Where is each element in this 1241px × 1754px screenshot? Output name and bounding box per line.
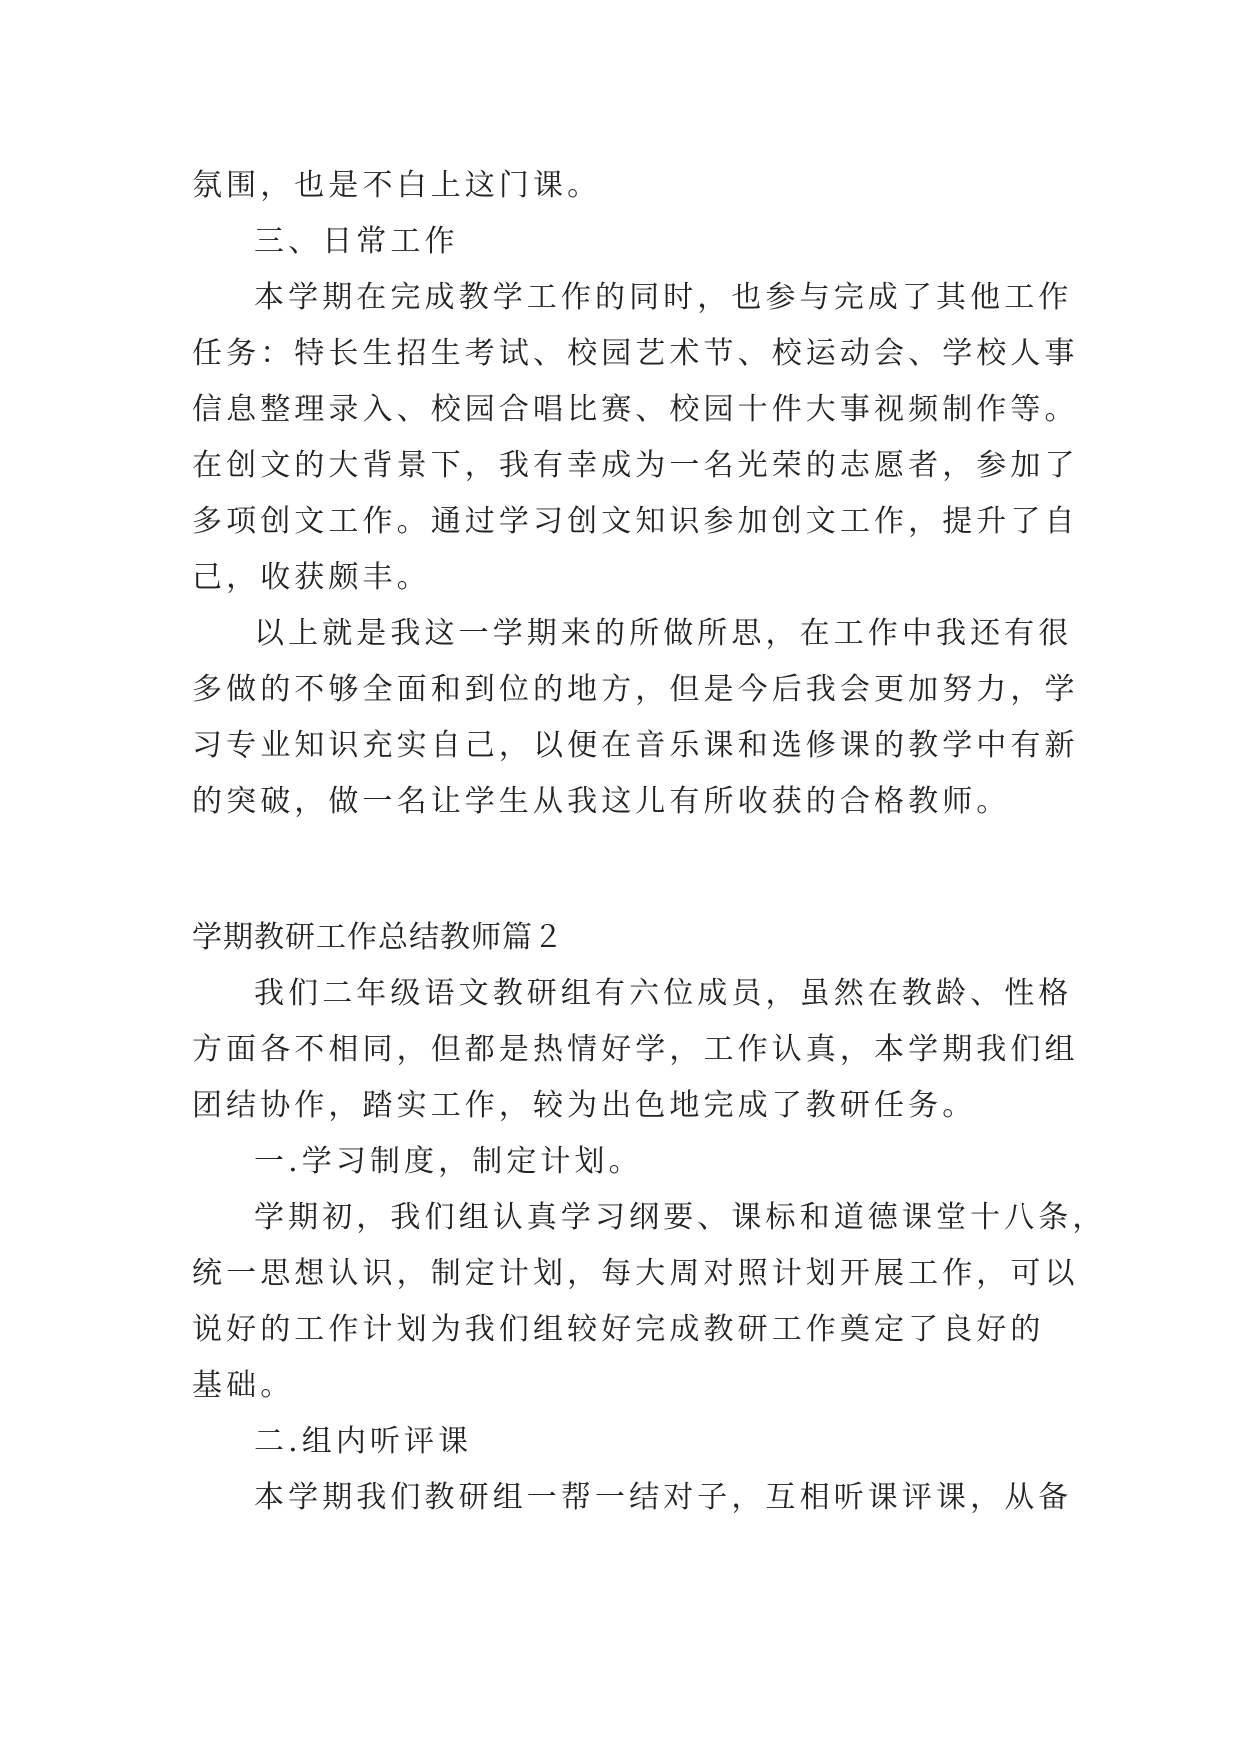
text-line: 本学期在完成教学工作的同时，也参与完成了其他工作: [254, 280, 1073, 315]
text-line: 方面各不相同，但都是热情好学，工作认真，本学期我们组: [192, 1032, 1079, 1067]
text-line: 信息整理录入、校园合唱比赛、校园十件大事视频制作等。: [192, 392, 1079, 427]
text-line: 学期初，我们组认真学习纲要、课标和道德课堂十八条，: [254, 1200, 1107, 1235]
text-line: 任务：特长生招生考试、校园艺术节、校运动会、学校人事: [192, 336, 1079, 371]
section-heading: 二.组内听评课: [254, 1424, 473, 1459]
text-line: 多项创文工作。通过学习创文知识参加创文工作，提升了自: [192, 504, 1079, 539]
section-heading: 一.学习制度，制定计划。: [254, 1144, 643, 1179]
text-line: 习专业知识充实自己，以便在音乐课和选修课的教学中有新: [192, 728, 1079, 763]
text-line: 本学期我们教研组一帮一结对子，互相听课评课，从备: [254, 1480, 1073, 1515]
text-line: 的突破，做一名让学生从我这儿有所收获的合格教师。: [192, 784, 1011, 819]
section-heading: 三、日常工作: [254, 224, 459, 259]
text-line: 在创文的大背景下，我有幸成为一名光荣的志愿者，参加了: [192, 448, 1079, 483]
text-line: 统一思想认识，制定计划，每大周对照计划开展工作，可以: [192, 1256, 1079, 1291]
text-line: 己，收获颇丰。: [192, 560, 431, 595]
text-line: 我们二年级语文教研组有六位成员，虽然在教龄、性格: [254, 976, 1073, 1011]
text-line: 说好的工作计划为我们组较好完成教研工作奠定了良好的: [192, 1312, 1045, 1347]
text-line: 以上就是我这一学期来的所做所思，在工作中我还有很: [254, 616, 1073, 651]
article-title: 学期教研工作总结教师篇２: [192, 920, 564, 955]
text-line: 氛围，也是不白上这门课。: [192, 168, 602, 203]
text-line: 多做的不够全面和到位的地方，但是今后我会更加努力，学: [192, 672, 1079, 707]
text-line: 基础。: [192, 1368, 295, 1403]
text-line: 团结协作，踏实工作，较为出色地完成了教研任务。: [192, 1088, 977, 1123]
